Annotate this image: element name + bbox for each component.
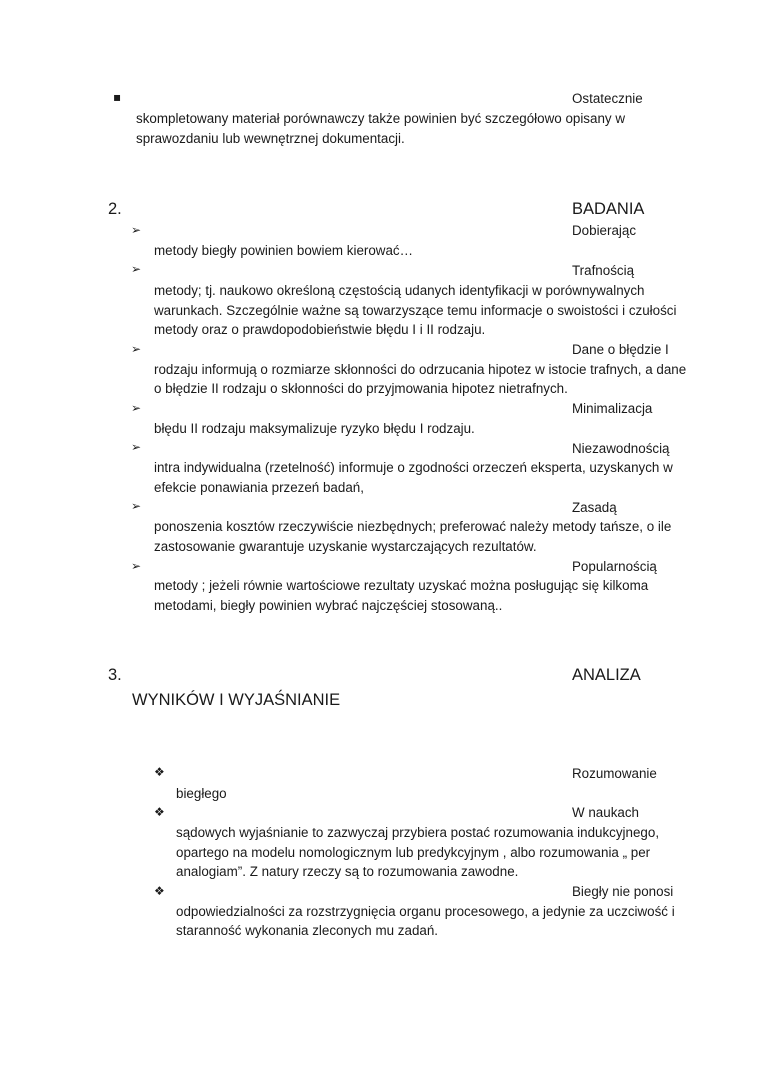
list-item-line: warunkach. Szczególnie ważne są towarzyszące temu informacje o swoistości i czułości	[154, 303, 677, 318]
section-title: BADANIA	[572, 200, 645, 218]
list-item-line: sprawozdaniu lub wewnętrznej dokumentacji.	[136, 131, 405, 146]
list-item-lead: Trafnością	[572, 263, 635, 278]
list-item-line: intra indywidualna (rzetelność) informuje o zgodności orzeczeń eksperta, uzyskanych w	[154, 460, 673, 475]
list-item-line: o błędzie II rodzaju o skłonności do przyjmowania hipotez nietrafnych.	[154, 381, 568, 396]
list-item-line: opartego na modelu nomologicznym lub predykcyjnym , albo rozumowania „ per	[176, 845, 651, 860]
list-item-line: sądowych wyjaśnianie to zazwyczaj przybiera postać rozumowania indukcyjnego,	[176, 825, 660, 840]
list-item-line: biegłego	[176, 786, 227, 801]
list-item-lead: Ostatecznie	[572, 91, 643, 106]
list-item-line: staranność wykonania zleconych mu zadań.	[176, 923, 439, 938]
list-item-lead: Niezawodnością	[572, 441, 670, 456]
list-item-line: metody; tj. naukowo określoną częstością udanych identyfikacji w porównywalnych	[154, 283, 645, 298]
section-number: 3.	[108, 666, 122, 684]
list-item-line: rodzaju informują o rozmiarze skłonności do odrzucania hipotez w istocie trafnych, a dane	[154, 362, 687, 377]
list-item-lead: Popularnością	[572, 559, 657, 574]
arrowhead-bullet-icon: ➢	[131, 401, 142, 415]
list-item-line: metody oraz o prawdopodobieństwie błędu I i II rodzaju.	[154, 322, 486, 337]
list-item-lead: Dobierając	[572, 223, 637, 238]
arrowhead-bullet-icon: ➢	[131, 499, 142, 513]
square-bullet-icon: ▪	[113, 90, 122, 104]
list-item-lead: Rozumowanie	[572, 766, 657, 781]
arrowhead-bullet-icon: ➢	[131, 342, 142, 356]
section-title: ANALIZA	[572, 666, 641, 684]
list-item-lead: Biegły nie ponosi	[572, 884, 674, 899]
list-item-line: odpowiedzialności za rozstrzygnięcia organu procesowego, a jedynie za uczciwość i	[176, 904, 675, 919]
list-item-lead: W naukach	[572, 805, 639, 820]
arrowhead-bullet-icon: ➢	[131, 262, 142, 276]
diamond-star-bullet-icon: ❖	[154, 884, 165, 898]
list-item-line: analogiam”. Z natury rzeczy są to rozumowania zawodne.	[176, 864, 519, 879]
arrowhead-bullet-icon: ➢	[131, 440, 142, 454]
list-item-lead: Dane o błędzie I	[572, 342, 669, 357]
list-item-lead: Zasadą	[572, 500, 617, 515]
list-item-line: ponoszenia kosztów rzeczywiście niezbędnych; preferować należy metody tańsze, o ile	[154, 519, 672, 534]
section-number: 2.	[108, 200, 122, 218]
diamond-star-bullet-icon: ❖	[154, 805, 165, 819]
arrowhead-bullet-icon: ➢	[131, 559, 142, 573]
list-item-line: metody biegły powinien bowiem kierować…	[154, 243, 414, 258]
list-item-line: efekcie ponawiania przezeń badań,	[154, 480, 364, 495]
list-item-line: zastosowanie gwarantuje uzyskanie wystarczających rezultatów.	[154, 539, 537, 554]
section-title-continued: WYNIKÓW I WYJAŚNIANIE	[132, 691, 341, 709]
list-item-line: metody ; jeżeli równie wartościowe rezultaty uzyskać można posługując się kilkoma	[154, 578, 649, 593]
arrowhead-bullet-icon: ➢	[131, 223, 142, 237]
list-item-line: błędu II rodzaju maksymalizuje ryzyko błędu I rodzaju.	[154, 421, 475, 436]
list-item-lead: Minimalizacja	[572, 401, 653, 416]
diamond-star-bullet-icon: ❖	[154, 765, 165, 779]
list-item-line: skompletowany materiał porównawczy także powinien być szczegółowo opisany w	[136, 111, 625, 126]
list-item-line: metodami, biegły powinien wybrać najczęściej stosowaną..	[154, 598, 503, 613]
